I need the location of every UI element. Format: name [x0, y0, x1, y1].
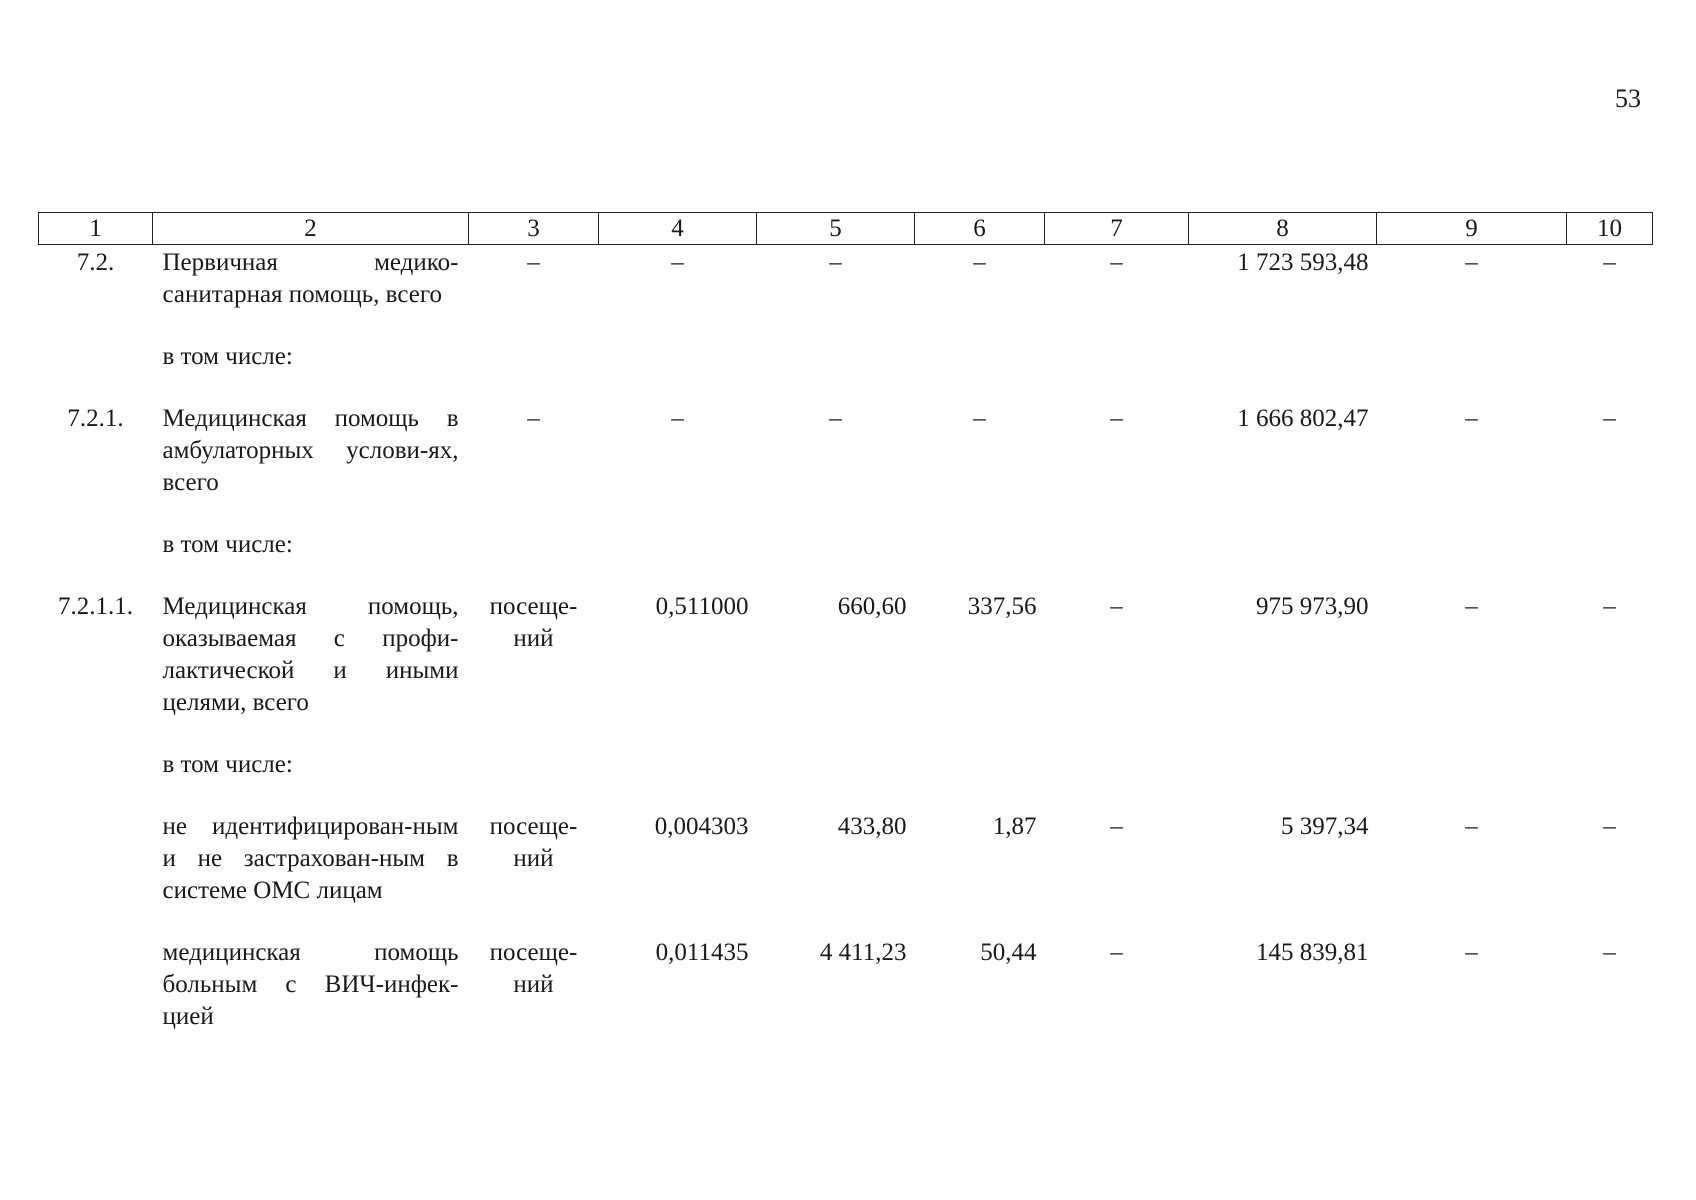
header-cell: 4	[599, 213, 757, 245]
row-col7: –	[1110, 813, 1123, 840]
row-col6: 50,44	[980, 939, 1037, 966]
header-cell: 5	[757, 213, 915, 245]
row-description: Первичная медико-санитарная помощь, всего	[162, 249, 459, 308]
table-row	[39, 561, 1653, 719]
row-col9: –	[1465, 813, 1478, 840]
row-col5: 4 411,23	[819, 939, 907, 966]
header-cell: 10	[1567, 213, 1653, 245]
row-col6: –	[973, 249, 986, 276]
header-cell: 9	[1377, 213, 1567, 245]
row-number: 7.2.	[76, 249, 115, 276]
row-col5: –	[829, 249, 842, 276]
row-col6: 337,56	[967, 593, 1037, 620]
row-number	[39, 907, 153, 1033]
row-unit: посеще-ний	[489, 593, 578, 652]
header-cell: 7	[1045, 213, 1189, 245]
row-col8: 5 397,34	[1281, 813, 1369, 840]
row-description: не идентифицирован-ным и не застрахован-ным в системе ОМС лицам	[162, 813, 459, 904]
row-description: Медицинская помощь, оказываемая с профи-лактической и иными целями, всего	[162, 593, 459, 716]
row-col4: –	[671, 249, 684, 276]
header-cell: 1	[39, 213, 153, 245]
row-col4: 0,011435	[655, 939, 749, 966]
row-unit: посеще-ний	[489, 813, 578, 872]
row-col4: 0,004303	[654, 813, 749, 840]
table-row	[39, 311, 1653, 373]
row-col10: –	[1603, 813, 1616, 840]
row-col10: –	[1603, 939, 1616, 966]
row-unit: –	[527, 405, 540, 432]
row-description: Медицинская помощь в амбулаторных услови-ях, всего	[162, 405, 459, 496]
row-unit: посеще-ний	[489, 939, 578, 998]
table-row	[39, 499, 1653, 561]
row-col7: –	[1110, 593, 1123, 620]
row-col10: –	[1603, 593, 1616, 620]
row-col5: 433,80	[837, 813, 907, 840]
table-row	[39, 907, 1653, 1033]
row-col9: –	[1465, 405, 1478, 432]
row-col6: 1,87	[992, 813, 1037, 840]
header-cell: 3	[469, 213, 599, 245]
cost-table	[38, 212, 1653, 1033]
row-col9: –	[1465, 939, 1478, 966]
row-col9: –	[1465, 593, 1478, 620]
row-col8: 975 973,90	[1256, 593, 1369, 620]
row-col9: –	[1465, 249, 1478, 276]
row-col5: –	[829, 405, 842, 432]
row-col6: –	[973, 405, 986, 432]
table-row	[39, 781, 1653, 907]
row-col10: –	[1603, 405, 1616, 432]
header-cell: 6	[915, 213, 1045, 245]
row-col4: –	[671, 405, 684, 432]
row-col5: 660,60	[837, 593, 907, 620]
header-cell: 2	[153, 213, 469, 245]
table-row	[39, 373, 1653, 499]
page-number: 53	[1615, 84, 1641, 113]
row-col8: 1 723 593,48	[1237, 249, 1369, 276]
row-col4: 0,511000	[655, 593, 749, 620]
table-row	[39, 245, 1653, 312]
row-intro: в том числе:	[162, 531, 293, 558]
row-number: 7.2.1.1.	[58, 593, 133, 620]
row-col7: –	[1110, 249, 1123, 276]
row-col10: –	[1603, 249, 1616, 276]
row-number: 7.2.1.	[67, 405, 124, 432]
row-intro: в том числе:	[162, 343, 293, 370]
row-unit: –	[527, 249, 540, 276]
header-cell: 8	[1189, 213, 1377, 245]
row-number	[39, 781, 153, 907]
row-col7: –	[1110, 405, 1123, 432]
row-description: медицинская помощь больным с ВИЧ-инфек-цией	[162, 939, 459, 1030]
row-col8: 1 666 802,47	[1237, 405, 1369, 432]
row-col7: –	[1110, 939, 1123, 966]
table-row	[39, 719, 1653, 781]
row-col8: 145 839,81	[1256, 939, 1369, 966]
row-intro: в том числе:	[162, 751, 293, 778]
header-row	[39, 213, 1653, 245]
